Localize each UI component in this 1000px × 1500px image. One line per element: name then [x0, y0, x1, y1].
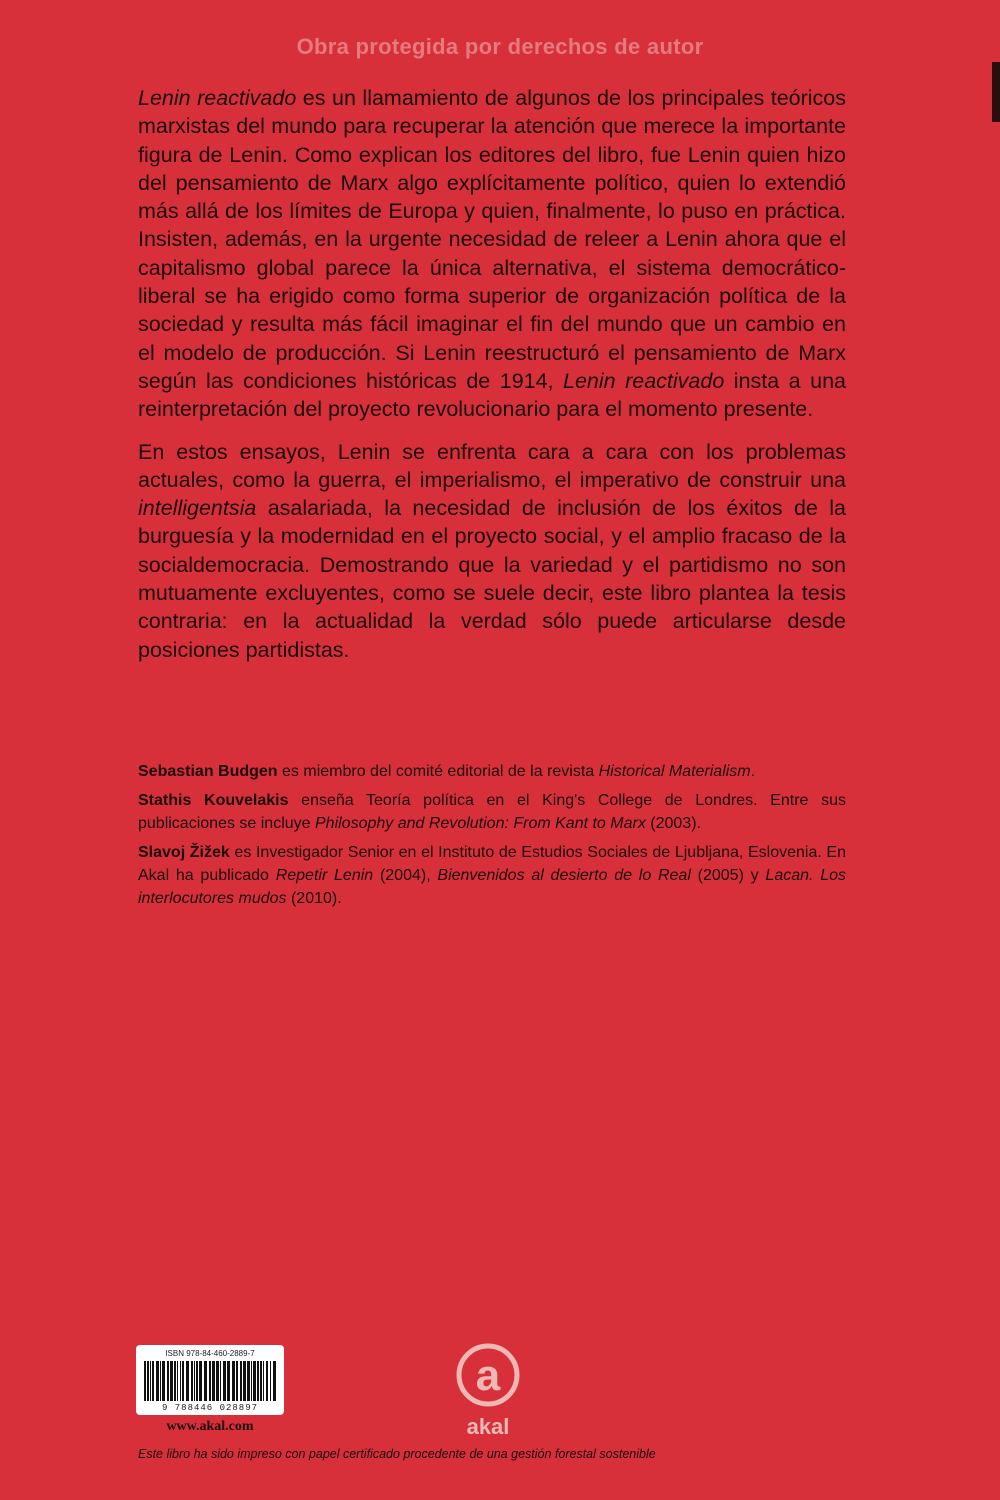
- bio-zizek: Slavoj Žižek es Investigador Senior en el Instituto de Estudios Sociales de Ljubljana, Eslovenia. En Akal ha publicado Repetir Lenin (2004), Bienvenidos al desierto de lo Real (2005) y Lacan. Los interlocutores mudos (2010).: [138, 844, 847, 907]
- barcode-bars: [144, 1361, 276, 1401]
- synopsis-text: [138, 84, 846, 678]
- paper-certification-note: Este libro ha sido impreso con papel certificado procedente de una gestión forestal sostenible: [138, 1447, 656, 1461]
- logo-letter: a: [475, 1351, 501, 1400]
- isbn-barcode: [136, 1345, 284, 1415]
- bio-kouvelakis: Stathis Kouvelakis enseña Teoría política en el King's College de Londres. Entre sus publicaciones se incluye Philosophy and Revolution: From Kant to Marx (2003).: [138, 792, 846, 832]
- author-bios: [138, 760, 846, 916]
- page-edge-mark: [992, 62, 1000, 122]
- bio-budgen: Sebastian Budgen es miembro del comité editorial de la revista Historical Materialism.: [138, 763, 756, 780]
- logo-word: akal: [466, 1414, 510, 1438]
- synopsis-paragraph-1: Lenin reactivado es un llamamiento de algunos de los principales teóricos marxistas del mundo para recuperar la atención que merece la importante figura de Lenin. Como explican los editores del libro, fue Lenin quien hizo del pensamiento de Marx algo explícitamente político, quien lo extendió más allá de los límites de Europa y quien, finalmente, lo puso en práctica. Insisten, además, en la urgente necesidad de releer a Lenin ahora que el capitalismo global parece la única alternativa, el sistema democrático-liberal se ha erigido como forma superior de organización política de la sociedad y resulta más fácil imaginar el fin del mundo que un cambio en el modelo de producción. Si Lenin reestructuró el pensamiento de Marx según las condiciones históricas de 1914, Lenin reactivado insta a una reinterpretación del proyecto revolucionario para el momento presente.: [138, 86, 846, 422]
- copyright-watermark: Obra protegida por derechos de autor: [296, 34, 704, 59]
- publisher-website[interactable]: www.akal.com: [166, 1419, 254, 1434]
- isbn-label: ISBN 978-84-460-2889-7: [165, 1349, 255, 1358]
- barcode-digits: 9 788446 028897: [161, 1403, 258, 1413]
- synopsis-paragraph-2: En estos ensayos, Lenin se enfrenta cara a cara con los problemas actuales, como la guerra, el imperialismo, el imperativo de construir una intelligentsia asalariada, la necesidad de inclusión de los éxitos de la burguesía y la modernidad en el proyecto social, y el amplio fracaso de la socialdemocracia. Demostrando que la variedad y el partidismo no son mutuamente excluyentes, como se suele decir, este libro plantea la tesis contraria: en la actualidad la verdad sólo puede articularse desde posiciones partidistas.: [138, 439, 846, 662]
- akal-logo: [448, 1342, 528, 1438]
